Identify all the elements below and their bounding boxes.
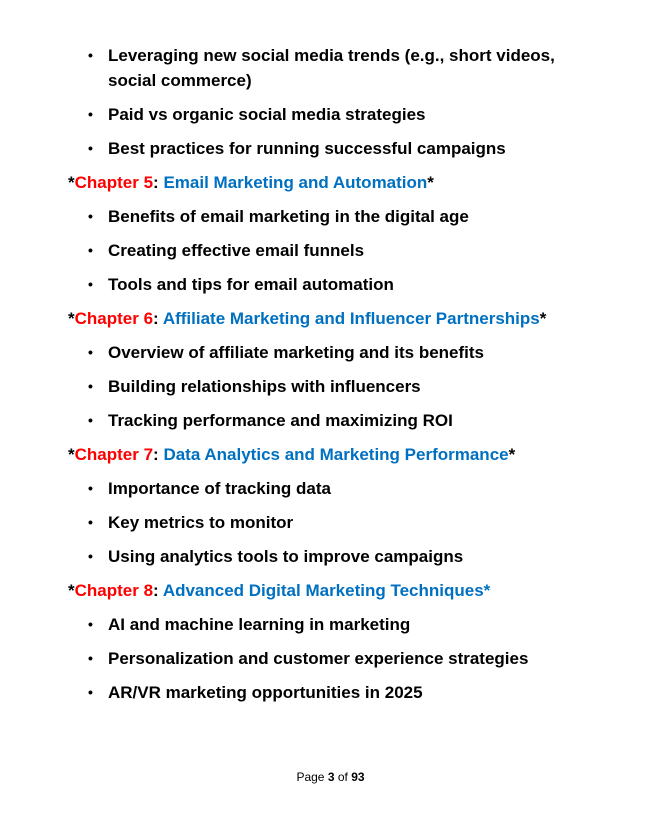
page-label: Page	[296, 770, 325, 784]
list-item-text: AI and machine learning in marketing	[108, 615, 411, 634]
bullet-icon: •	[88, 47, 93, 63]
bullet-icon: •	[88, 684, 93, 700]
list-item	[88, 102, 568, 127]
chapter-heading	[68, 170, 434, 195]
chapter-number: Chapter 5	[74, 173, 154, 192]
list-item-text: Tracking performance and maximizing ROI	[108, 411, 453, 430]
total-pages: 93	[351, 770, 365, 784]
chapter-heading	[68, 578, 490, 603]
colon: :	[153, 173, 159, 192]
chapter-heading	[68, 442, 515, 467]
colon: :	[153, 309, 159, 328]
bullet-icon: •	[88, 106, 93, 122]
list-item-text: Benefits of email marketing in the digital age	[108, 207, 469, 226]
chapter-title: Advanced Digital Marketing Techniques*	[162, 581, 491, 600]
page-footer	[0, 770, 661, 784]
list-item-text: Paid vs organic social media strategies	[108, 105, 426, 124]
bullet-icon: •	[88, 548, 93, 564]
asterisk: *	[68, 445, 75, 464]
list-item-text: Key metrics to monitor	[108, 513, 294, 532]
list-item	[88, 43, 568, 93]
bullet-icon: •	[88, 344, 93, 360]
list-item-text: Building relationships with influencers	[108, 377, 421, 396]
chapter-heading	[68, 306, 546, 331]
list-item	[88, 646, 568, 671]
colon: :	[153, 581, 159, 600]
list-item	[88, 680, 568, 705]
colon: :	[153, 445, 159, 464]
list-item-text: Tools and tips for email automation	[108, 275, 394, 294]
chapter-title: Affiliate Marketing and Influencer Partnerships	[162, 309, 540, 328]
list-item-text: AR/VR marketing opportunities in 2025	[108, 683, 423, 702]
list-item	[88, 476, 568, 501]
list-item	[88, 510, 568, 535]
bullet-icon: •	[88, 276, 93, 292]
list-item-text: Using analytics tools to improve campaigns	[108, 547, 464, 566]
list-item	[88, 204, 568, 229]
asterisk: *	[508, 445, 516, 464]
chapter-number: Chapter 8	[74, 581, 154, 600]
chapter-title: Data Analytics and Marketing Performance	[163, 445, 509, 464]
list-item-text: Best practices for running successful campaigns	[108, 139, 506, 158]
list-item	[88, 272, 568, 297]
bullet-icon: •	[88, 514, 93, 530]
asterisk: *	[427, 173, 434, 192]
list-item	[88, 612, 568, 637]
list-item	[88, 408, 568, 433]
list-item	[88, 544, 568, 569]
asterisk: *	[68, 173, 75, 192]
bullet-icon: •	[88, 208, 93, 224]
of-label: of	[337, 770, 348, 784]
bullet-icon: •	[88, 616, 93, 632]
chapter-number: Chapter 6	[74, 309, 154, 328]
list-item	[88, 340, 568, 365]
bullet-icon: •	[88, 140, 93, 156]
list-item-text: Personalization and customer experience strategies	[108, 649, 529, 668]
list-item-text: Creating effective email funnels	[108, 241, 365, 260]
chapter-number: Chapter 7	[74, 445, 154, 464]
list-item-text: Importance of tracking data	[108, 479, 331, 498]
list-item	[88, 238, 568, 263]
list-item	[88, 374, 568, 399]
bullet-icon: •	[88, 650, 93, 666]
asterisk: *	[68, 309, 75, 328]
current-page: 3	[327, 770, 335, 784]
list-item-text: Overview of affiliate marketing and its benefits	[108, 343, 484, 362]
asterisk: *	[539, 309, 547, 328]
bullet-icon: •	[88, 378, 93, 394]
bullet-icon: •	[88, 242, 93, 258]
asterisk: *	[68, 581, 75, 600]
bullet-icon: •	[88, 412, 93, 428]
chapter-title: Email Marketing and Automation	[163, 173, 428, 192]
bullet-icon: •	[88, 480, 93, 496]
list-item-text: Leveraging new social media trends (e.g., short videos, social commerce)	[108, 46, 555, 90]
list-item	[88, 136, 568, 161]
